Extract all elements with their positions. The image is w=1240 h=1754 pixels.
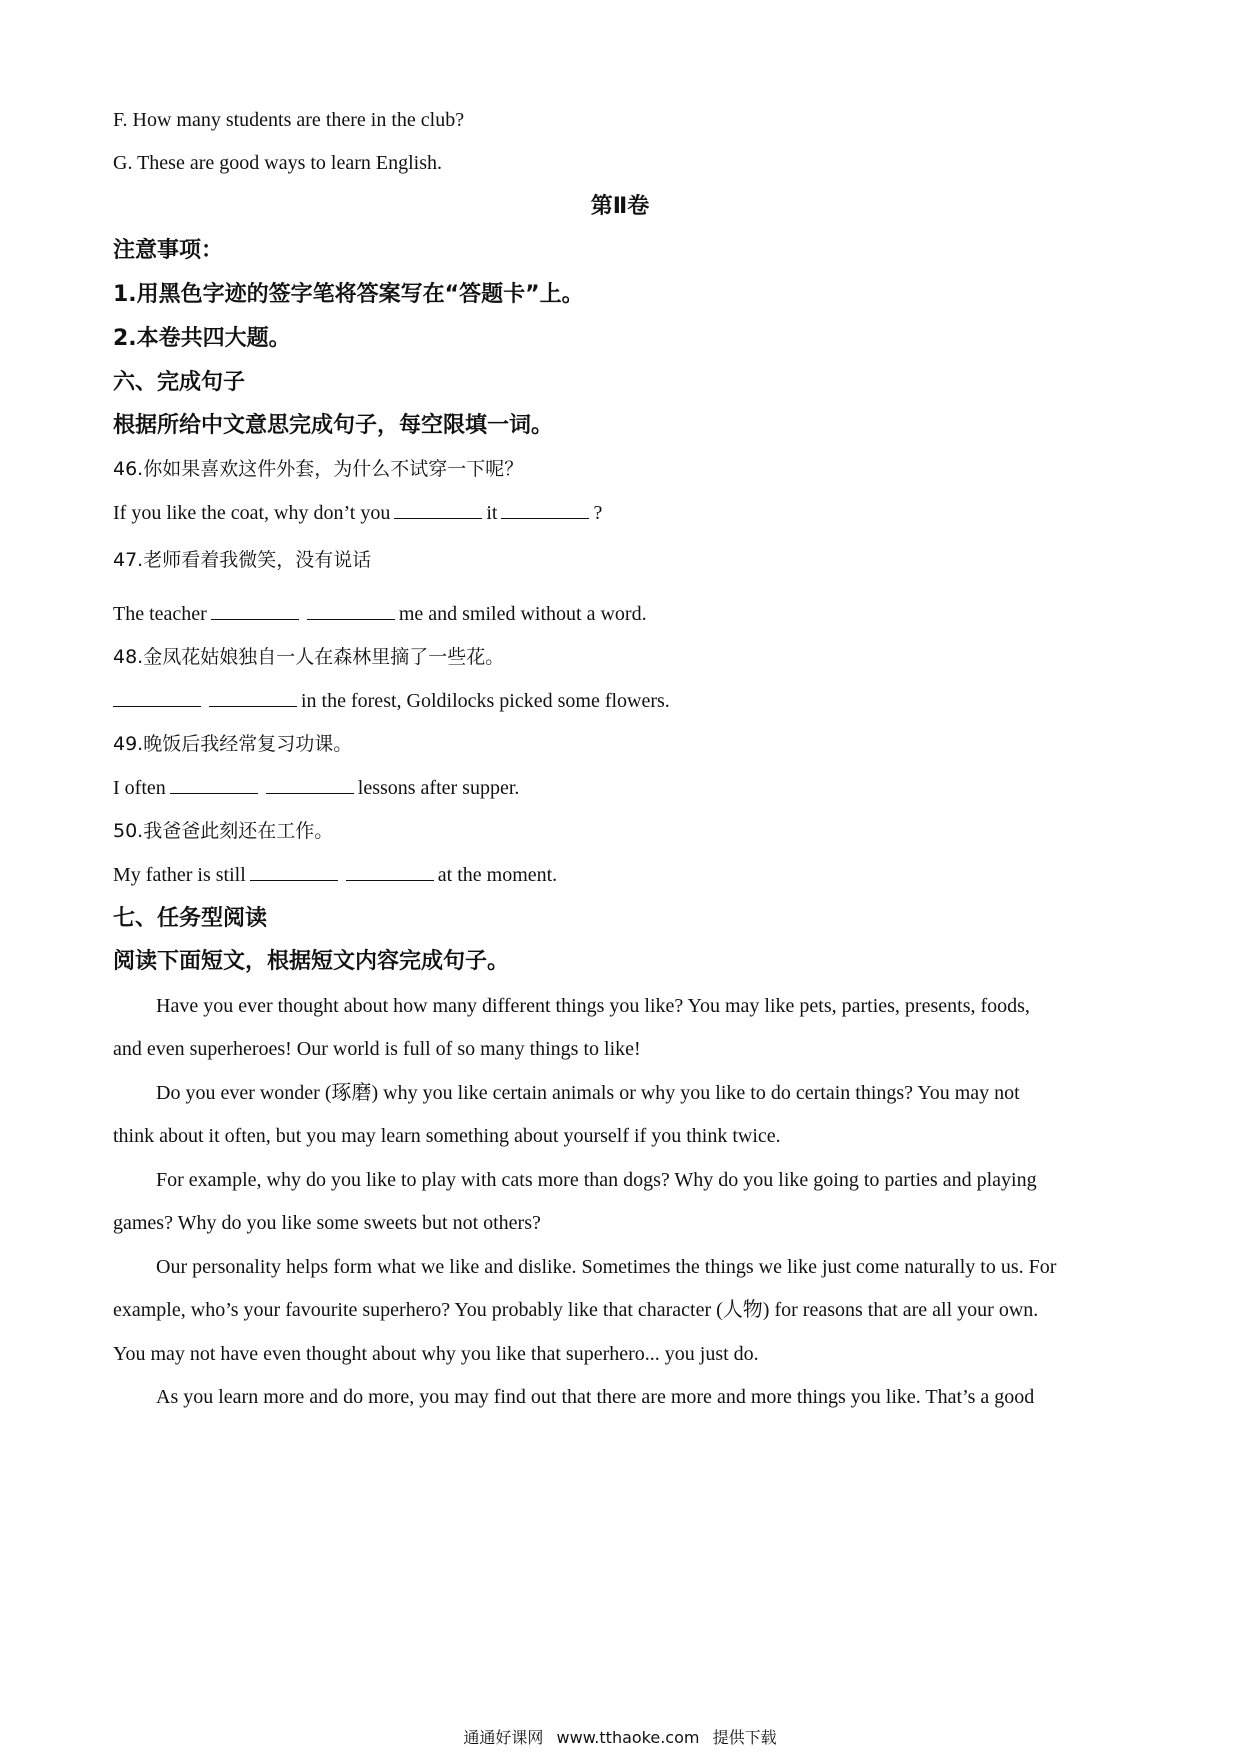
option-f: F. How many students are there in the club? <box>113 109 465 131</box>
q47-chinese: 47.老师看着我微笑，没有说话 <box>113 549 372 571</box>
q50-sentence <box>113 862 557 888</box>
answer-blank[interactable] <box>394 500 482 519</box>
passage-line: Our personality helps form what we like and dislike. Sometimes the things we like just come naturally to us. For <box>156 1256 1057 1278</box>
q49-sentence <box>113 775 519 801</box>
passage-line: think about it often, but you may learn something about yourself if you think twice. <box>113 1125 781 1147</box>
q48-text-a: in the forest, Goldilocks picked some flowers. <box>301 690 670 712</box>
part6-heading: 六、完成句子 <box>113 370 246 395</box>
part7-heading: 七、任务型阅读 <box>113 906 268 931</box>
q46-text-b: it <box>486 502 498 524</box>
q49-text-b: lessons after supper. <box>357 777 520 799</box>
part7-instruction: 阅读下面短文，根据短文内容完成句子。 <box>113 949 510 974</box>
q48-sentence <box>113 688 670 714</box>
q50-chinese: 50.我爸爸此刻还在工作。 <box>113 820 334 842</box>
q47-text-b: me and smiled without a word. <box>398 603 647 625</box>
answer-blank[interactable] <box>209 688 297 707</box>
passage-line: games? Why do you like some sweets but not others? <box>113 1212 541 1234</box>
answer-blank[interactable] <box>307 601 395 620</box>
footer-site: 通通好课网 <box>463 1728 544 1747</box>
answer-blank[interactable] <box>346 862 434 881</box>
q50-text-b: at the moment. <box>437 864 558 886</box>
passage-line: You may not have even thought about why you like that superhero... you just do. <box>113 1343 759 1365</box>
footer-url[interactable]: www.tthaoke.com <box>556 1728 700 1747</box>
passage-line: and even superheroes! Our world is full of so many things to like! <box>113 1038 641 1060</box>
notice-item-2: 2.本卷共四大题。 <box>113 326 291 351</box>
part6-instruction: 根据所给中文意思完成句子，每空限填一词。 <box>113 413 554 438</box>
section-title: 第Ⅱ卷 <box>590 194 650 219</box>
q50-text-a: My father is still <box>113 864 246 886</box>
notice-item-1: 1.用黑色字迹的签字笔将答案写在“答题卡”上。 <box>113 282 584 307</box>
passage-line: example, who’s your favourite superhero? You probably like that character (人物) for reasons that are all your own. <box>113 1299 1039 1321</box>
passage-line: For example, why do you like to play with cats more than dogs? Why do you like going to parties and playing <box>156 1169 1037 1191</box>
answer-blank[interactable] <box>170 775 258 794</box>
answer-blank[interactable] <box>266 775 354 794</box>
q49-text-a: I often <box>113 777 166 799</box>
footer-note: 提供下载 <box>712 1728 777 1747</box>
option-g: G. These are good ways to learn English. <box>113 152 442 174</box>
notice-title: 注意事项： <box>113 238 224 263</box>
passage-line: As you learn more and do more, you may find out that there are more and more things you like. That’s a good <box>156 1386 1035 1408</box>
answer-blank[interactable] <box>113 688 201 707</box>
q46-chinese: 46.你如果喜欢这件外套，为什么不试穿一下呢？ <box>113 458 524 480</box>
q46-sentence <box>113 500 602 526</box>
q46-text-a: If you like the coat, why don’t you <box>113 502 391 524</box>
q47-sentence <box>113 601 647 627</box>
q46-text-c: ? <box>593 502 603 524</box>
answer-blank[interactable] <box>501 500 589 519</box>
page-footer <box>0 1725 1240 1748</box>
q48-chinese: 48.金凤花姑娘独自一人在森林里摘了一些花。 <box>113 646 505 668</box>
q49-chinese: 49.晚饭后我经常复习功课。 <box>113 733 353 755</box>
answer-blank[interactable] <box>211 601 299 620</box>
passage-line: Do you ever wonder (琢磨) why you like certain animals or why you like to do certain things? You may not <box>156 1082 1020 1104</box>
passage-line: Have you ever thought about how many different things you like? You may like pets, parties, presents, foods, <box>156 995 1030 1017</box>
answer-blank[interactable] <box>250 862 338 881</box>
q47-text-a: The teacher <box>113 603 207 625</box>
